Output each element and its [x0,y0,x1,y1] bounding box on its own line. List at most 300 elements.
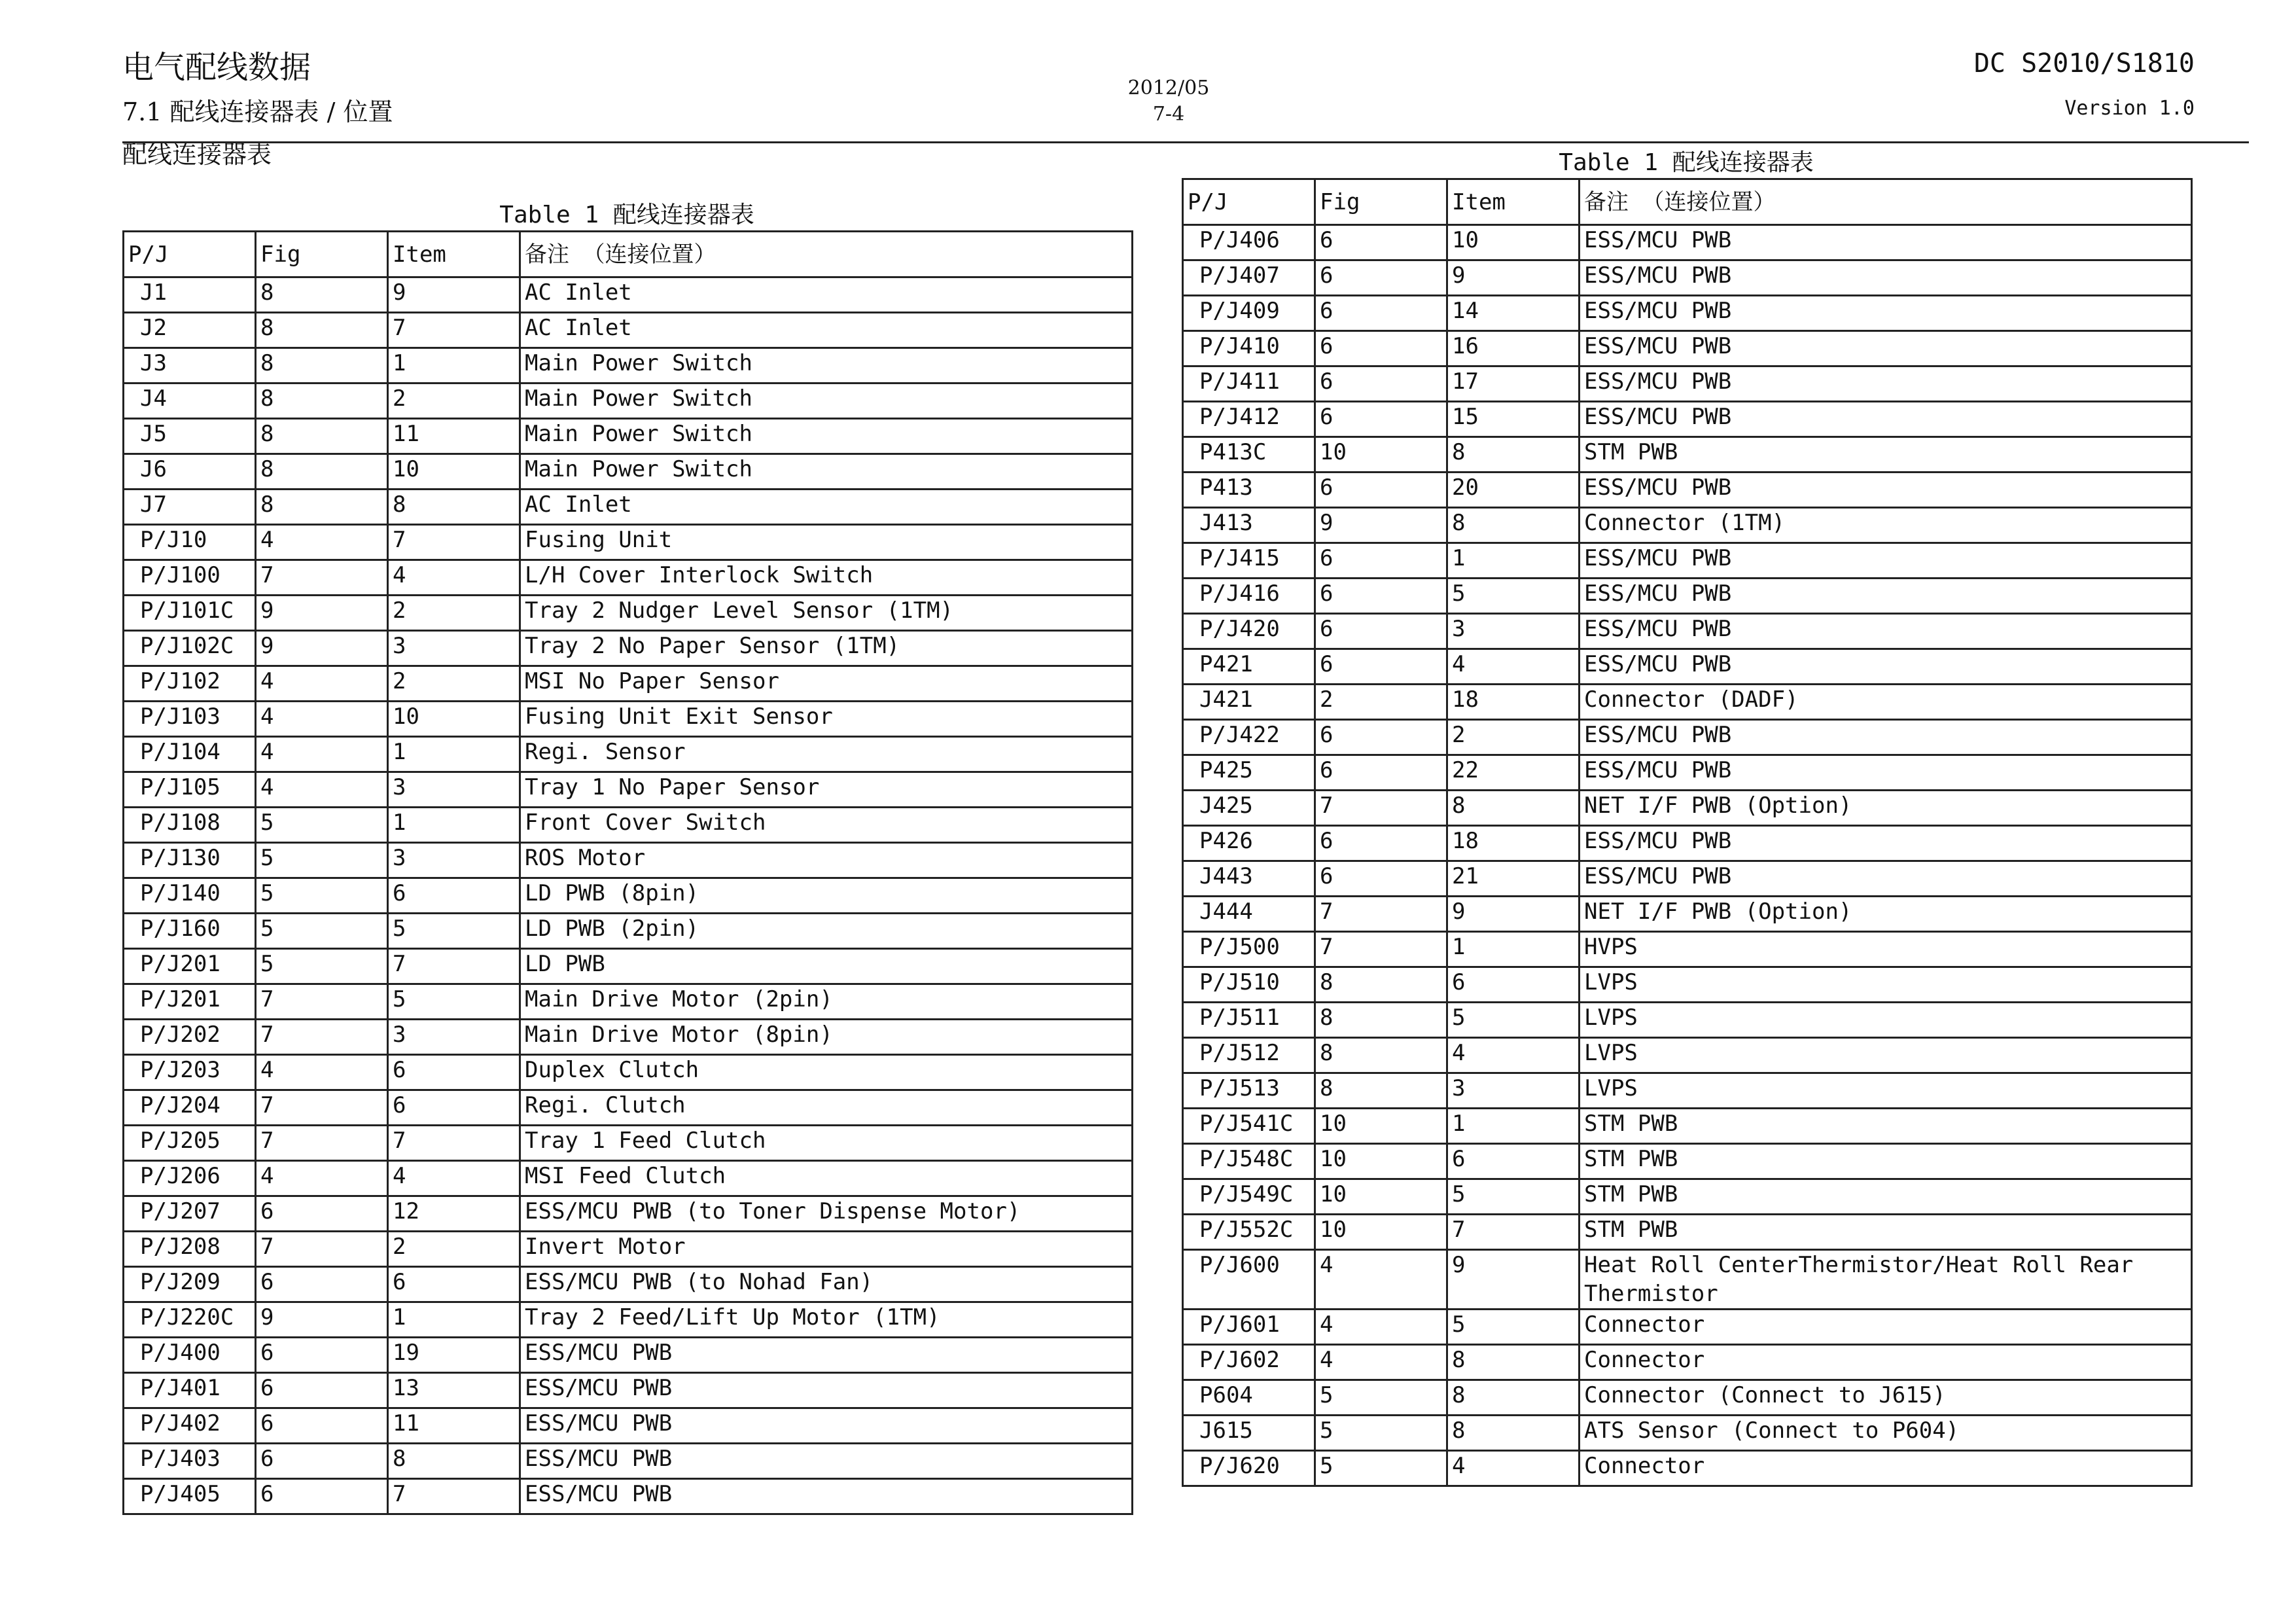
cell-fig: 7 [256,1126,388,1161]
table-row [124,383,1133,419]
cell-fig: 5 [256,878,388,914]
cell-item: 8 [1447,791,1580,826]
table-row [1183,473,2192,508]
cell-pj: J7 [124,490,256,525]
cell-item: 17 [1447,366,1580,402]
cell-pj: P/J601 [1183,1310,1315,1345]
cell-fig: 8 [256,490,388,525]
cell-item: 6 [388,878,520,914]
table-header-row [1183,179,2192,225]
table-row [1183,1250,2192,1310]
cell-remarks: LVPS [1580,967,2192,1003]
cell-remarks: Connector (Connect to J615) [1580,1380,2192,1416]
cell-remarks: ESS/MCU PWB [520,1444,1133,1479]
cell-fig: 4 [1315,1250,1447,1310]
cell-pj: P/J209 [124,1267,256,1302]
table-row [1183,1380,2192,1416]
version-label: Version 1.0 [2064,97,2195,120]
cell-item: 7 [388,1479,520,1514]
table-row [124,631,1133,666]
table-header-row [124,232,1133,277]
cell-fig: 8 [256,419,388,454]
cell-remarks: ESS/MCU PWB [1580,473,2192,508]
table-row [1183,720,2192,755]
column-header-item: Item [388,232,520,277]
table-row [1183,755,2192,791]
table-row [124,914,1133,949]
cell-remarks: Regi. Sensor [520,737,1133,772]
cell-remarks: LVPS [1580,1003,2192,1038]
cell-remarks: Tray 1 Feed Clutch [520,1126,1133,1161]
cell-pj: P/J416 [1183,579,1315,614]
cell-item: 6 [388,1055,520,1090]
cell-remarks: ESS/MCU PWB [520,1408,1133,1444]
cell-item: 3 [388,772,520,808]
cell-item: 6 [1447,1144,1580,1179]
cell-fig: 4 [256,666,388,702]
cell-item: 8 [388,1444,520,1479]
cell-fig: 8 [1315,967,1447,1003]
column-header-fig: Fig [1315,179,1447,225]
cell-fig: 5 [256,808,388,843]
table-row [1183,1109,2192,1144]
cell-fig: 10 [1315,1109,1447,1144]
table-row [124,1020,1133,1055]
cell-remarks: Tray 2 No Paper Sensor (1TM) [520,631,1133,666]
table-row [1183,402,2192,437]
cell-fig: 4 [256,1055,388,1090]
table-row [124,348,1133,383]
cell-remarks: LD PWB (8pin) [520,878,1133,914]
cell-fig: 6 [1315,402,1447,437]
table-row [124,419,1133,454]
table-row [1183,861,2192,897]
cell-remarks: AC Inlet [520,490,1133,525]
cell-remarks: ESS/MCU PWB [520,1479,1133,1514]
table-row [1183,331,2192,366]
table-row [1183,649,2192,685]
table-row [124,1232,1133,1267]
table-row [124,1090,1133,1126]
table-left-caption: Table 1 配线连接器表 [499,202,754,228]
cell-remarks: STM PWB [1580,1215,2192,1250]
cell-pj: P/J203 [124,1055,256,1090]
cell-pj: P/J549C [1183,1179,1315,1215]
cell-remarks: AC Inlet [520,277,1133,313]
connector-table-left [122,230,1133,1515]
connector-table-right [1182,178,2193,1487]
cell-remarks: AC Inlet [520,313,1133,348]
table-row [124,666,1133,702]
table-row [124,1196,1133,1232]
cell-item: 15 [1447,402,1580,437]
cell-item: 22 [1447,755,1580,791]
cell-item: 11 [388,1408,520,1444]
cell-fig: 5 [1315,1416,1447,1451]
cell-fig: 5 [1315,1451,1447,1486]
cell-pj: P/J409 [1183,296,1315,331]
cell-pj: P/J103 [124,702,256,737]
cell-fig: 6 [1315,755,1447,791]
table-row [1183,1451,2192,1486]
cell-remarks: ESS/MCU PWB [1580,366,2192,402]
cell-fig: 9 [256,596,388,631]
cell-remarks: ESS/MCU PWB [1580,260,2192,296]
cell-item: 10 [388,702,520,737]
cell-fig: 6 [256,1267,388,1302]
cell-fig: 6 [256,1196,388,1232]
cell-item: 2 [1447,720,1580,755]
column-header-pj: P/J [1183,179,1315,225]
cell-pj: P/J403 [124,1444,256,1479]
cell-fig: 7 [256,984,388,1020]
cell-pj: P/J104 [124,737,256,772]
cell-fig: 6 [1315,331,1447,366]
cell-remarks: ESS/MCU PWB [1580,296,2192,331]
cell-fig: 8 [1315,1073,1447,1109]
cell-item: 5 [388,984,520,1020]
page-date: 2012/05 [1127,77,1210,99]
cell-item: 7 [388,1126,520,1161]
column-header-item: Item [1447,179,1580,225]
cell-item: 8 [1447,508,1580,543]
cell-pj: P/J548C [1183,1144,1315,1179]
cell-fig: 8 [1315,1038,1447,1073]
table-row [1183,826,2192,861]
cell-fig: 6 [256,1444,388,1479]
cell-item: 12 [388,1196,520,1232]
column-header-fig: Fig [256,232,388,277]
table-row [1183,1310,2192,1345]
cell-fig: 6 [1315,260,1447,296]
cell-item: 7 [1447,1215,1580,1250]
cell-pj: P/J422 [1183,720,1315,755]
cell-pj: P/J201 [124,984,256,1020]
cell-pj: J421 [1183,685,1315,720]
table-row [1183,1038,2192,1073]
table-row [124,1161,1133,1196]
cell-item: 18 [1447,826,1580,861]
page-title: 电气配线数据 [122,49,311,86]
column-header-pj: P/J [124,232,256,277]
cell-pj: P/J160 [124,914,256,949]
cell-remarks: NET I/F PWB (Option) [1580,897,2192,932]
cell-remarks: STM PWB [1580,437,2192,473]
table-row [124,277,1133,313]
cell-remarks: ESS/MCU PWB [1580,225,2192,260]
cell-fig: 6 [256,1373,388,1408]
table-row [1183,543,2192,579]
cell-fig: 7 [1315,897,1447,932]
cell-remarks: NET I/F PWB (Option) [1580,791,2192,826]
cell-remarks: ESS/MCU PWB [1580,826,2192,861]
section-subtitle: 7.1 配线连接器表 / 位置 [122,98,393,126]
cell-pj: P/J411 [1183,366,1315,402]
cell-fig: 10 [1315,1215,1447,1250]
table-row [124,454,1133,490]
column-header-remarks: 备注 （连接位置） [1580,179,2192,225]
cell-pj: P/J102 [124,666,256,702]
cell-item: 3 [388,631,520,666]
cell-fig: 8 [256,348,388,383]
cell-pj: P/J412 [1183,402,1315,437]
table-row [124,1126,1133,1161]
cell-pj: P/J510 [1183,967,1315,1003]
cell-item: 2 [388,596,520,631]
table-row [1183,296,2192,331]
cell-item: 3 [388,843,520,878]
cell-pj: J4 [124,383,256,419]
cell-item: 4 [1447,1038,1580,1073]
cell-fig: 6 [1315,473,1447,508]
cell-fig: 6 [256,1479,388,1514]
table-row [1183,508,2192,543]
cell-pj: P/J208 [124,1232,256,1267]
page-number: 7-4 [1152,103,1185,126]
cell-pj: J444 [1183,897,1315,932]
cell-remarks: LD PWB [520,949,1133,984]
cell-item: 8 [1447,1345,1580,1380]
cell-item: 4 [1447,1451,1580,1486]
cell-item: 1 [388,808,520,843]
table-row [1183,1179,2192,1215]
cell-fig: 10 [1315,1179,1447,1215]
table-row [1183,1416,2192,1451]
cell-pj: P/J140 [124,878,256,914]
cell-pj: J2 [124,313,256,348]
cell-item: 11 [388,419,520,454]
cell-pj: P/J402 [124,1408,256,1444]
cell-remarks: ESS/MCU PWB [520,1338,1133,1373]
cell-remarks: Main Power Switch [520,454,1133,490]
cell-item: 1 [388,1302,520,1338]
cell-fig: 8 [1315,1003,1447,1038]
cell-item: 20 [1447,473,1580,508]
table-row [124,313,1133,348]
cell-fig: 4 [1315,1345,1447,1380]
table-row [1183,579,2192,614]
cell-fig: 4 [256,1161,388,1196]
cell-item: 6 [388,1090,520,1126]
cell-pj: P/J620 [1183,1451,1315,1486]
cell-pj: P/J206 [124,1161,256,1196]
table-row [124,1373,1133,1408]
page-date-block [1123,75,1214,128]
cell-pj: P/J100 [124,560,256,596]
cell-fig: 4 [256,772,388,808]
cell-fig: 6 [256,1338,388,1373]
cell-pj: P/J602 [1183,1345,1315,1380]
table-row [1183,897,2192,932]
cell-pj: P/J204 [124,1090,256,1126]
cell-pj: P/J130 [124,843,256,878]
cell-pj: P/J202 [124,1020,256,1055]
cell-pj: P413 [1183,473,1315,508]
cell-pj: P/J600 [1183,1250,1315,1310]
cell-fig: 5 [256,914,388,949]
cell-remarks: STM PWB [1580,1144,2192,1179]
cell-item: 1 [388,348,520,383]
cell-remarks: Invert Motor [520,1232,1133,1267]
column-header-remarks: 备注 （连接位置） [520,232,1133,277]
cell-remarks: ESS/MCU PWB (to Toner Dispense Motor) [520,1196,1133,1232]
cell-remarks: Connector [1580,1345,2192,1380]
table-row [124,737,1133,772]
cell-item: 19 [388,1338,520,1373]
cell-pj: P/J220C [124,1302,256,1338]
cell-item: 7 [388,949,520,984]
cell-pj: P/J101C [124,596,256,631]
cell-remarks: Connector (1TM) [1580,508,2192,543]
cell-item: 10 [388,454,520,490]
table-row [1183,366,2192,402]
cell-item: 18 [1447,685,1580,720]
cell-fig: 5 [256,949,388,984]
cell-remarks: Heat Roll CenterThermistor/Heat Roll Rear Thermistor [1580,1250,2192,1310]
cell-remarks: LD PWB (2pin) [520,914,1133,949]
cell-remarks: ESS/MCU PWB [1580,755,2192,791]
cell-remarks: ROS Motor [520,843,1133,878]
cell-fig: 9 [256,1302,388,1338]
cell-pj: P/J10 [124,525,256,560]
cell-remarks: LVPS [1580,1038,2192,1073]
cell-item: 5 [1447,1179,1580,1215]
table-row [124,1479,1133,1514]
cell-pj: P426 [1183,826,1315,861]
cell-pj: P/J541C [1183,1109,1315,1144]
cell-item: 5 [1447,579,1580,614]
table-row [124,596,1133,631]
cell-remarks: L/H Cover Interlock Switch [520,560,1133,596]
table-row [124,1302,1133,1338]
cell-remarks: Front Cover Switch [520,808,1133,843]
table-row [124,1408,1133,1444]
cell-remarks: STM PWB [1580,1109,2192,1144]
cell-item: 2 [388,1232,520,1267]
table-row [124,1267,1133,1302]
cell-item: 9 [1447,1250,1580,1310]
cell-item: 21 [1447,861,1580,897]
cell-pj: P/J420 [1183,614,1315,649]
cell-remarks: ESS/MCU PWB [1580,720,2192,755]
table-row [1183,1003,2192,1038]
cell-item: 10 [1447,225,1580,260]
cell-remarks: LVPS [1580,1073,2192,1109]
cell-remarks: ESS/MCU PWB [1580,543,2192,579]
cell-item: 8 [1447,1416,1580,1451]
table-row [1183,1073,2192,1109]
cell-remarks: ESS/MCU PWB [1580,861,2192,897]
section-heading: 配线连接器表 [122,140,272,169]
cell-fig: 6 [1315,649,1447,685]
table-row [124,525,1133,560]
cell-item: 3 [1447,614,1580,649]
cell-item: 8 [1447,1380,1580,1416]
cell-item: 4 [388,560,520,596]
cell-item: 5 [1447,1003,1580,1038]
cell-remarks: Main Power Switch [520,348,1133,383]
cell-remarks: Main Power Switch [520,383,1133,419]
table-row [1183,225,2192,260]
cell-remarks: Tray 1 No Paper Sensor [520,772,1133,808]
table-row [1183,932,2192,967]
cell-fig: 6 [1315,579,1447,614]
cell-pj: P/J401 [124,1373,256,1408]
cell-item: 1 [1447,543,1580,579]
cell-fig: 7 [256,1020,388,1055]
cell-fig: 7 [1315,791,1447,826]
cell-item: 3 [1447,1073,1580,1109]
cell-remarks: Main Power Switch [520,419,1133,454]
cell-pj: J443 [1183,861,1315,897]
cell-item: 6 [1447,967,1580,1003]
header-divider [122,141,2249,143]
table-row [1183,1144,2192,1179]
cell-fig: 5 [1315,1380,1447,1416]
cell-pj: P/J415 [1183,543,1315,579]
cell-fig: 7 [256,1090,388,1126]
cell-remarks: ESS/MCU PWB (to Nohad Fan) [520,1267,1133,1302]
cell-fig: 4 [256,525,388,560]
table-row [124,1055,1133,1090]
table-row [1183,437,2192,473]
table-row [1183,1215,2192,1250]
cell-item: 9 [388,277,520,313]
cell-pj: P/J102C [124,631,256,666]
cell-pj: P/J513 [1183,1073,1315,1109]
cell-fig: 10 [1315,1144,1447,1179]
cell-remarks: Connector (DADF) [1580,685,2192,720]
cell-fig: 6 [1315,225,1447,260]
cell-fig: 6 [1315,826,1447,861]
cell-fig: 6 [1315,366,1447,402]
cell-remarks: ESS/MCU PWB [1580,402,2192,437]
cell-item: 7 [388,525,520,560]
cell-remarks: MSI No Paper Sensor [520,666,1133,702]
cell-pj: J1 [124,277,256,313]
cell-pj: P/J201 [124,949,256,984]
cell-pj: P/J406 [1183,225,1315,260]
cell-remarks: Connector [1580,1310,2192,1345]
cell-pj: P/J500 [1183,932,1315,967]
cell-fig: 7 [256,560,388,596]
cell-fig: 6 [256,1408,388,1444]
cell-item: 9 [1447,897,1580,932]
cell-remarks: Duplex Clutch [520,1055,1133,1090]
cell-fig: 6 [1315,614,1447,649]
cell-remarks: Tray 2 Feed/Lift Up Motor (1TM) [520,1302,1133,1338]
cell-remarks: Connector [1580,1451,2192,1486]
cell-item: 1 [1447,1109,1580,1144]
model-name: DC S2010/S1810 [1973,48,2195,79]
table-row [124,808,1133,843]
table-row [124,1338,1133,1373]
table-row [124,772,1133,808]
cell-item: 1 [388,737,520,772]
cell-fig: 7 [1315,932,1447,967]
cell-fig: 6 [1315,296,1447,331]
table-row [1183,685,2192,720]
cell-remarks: ESS/MCU PWB [1580,579,2192,614]
cell-remarks: Tray 2 Nudger Level Sensor (1TM) [520,596,1133,631]
cell-pj: P/J407 [1183,260,1315,296]
cell-item: 16 [1447,331,1580,366]
cell-pj: P/J207 [124,1196,256,1232]
cell-item: 13 [388,1373,520,1408]
cell-fig: 2 [1315,685,1447,720]
cell-pj: P/J410 [1183,331,1315,366]
cell-remarks: STM PWB [1580,1179,2192,1215]
